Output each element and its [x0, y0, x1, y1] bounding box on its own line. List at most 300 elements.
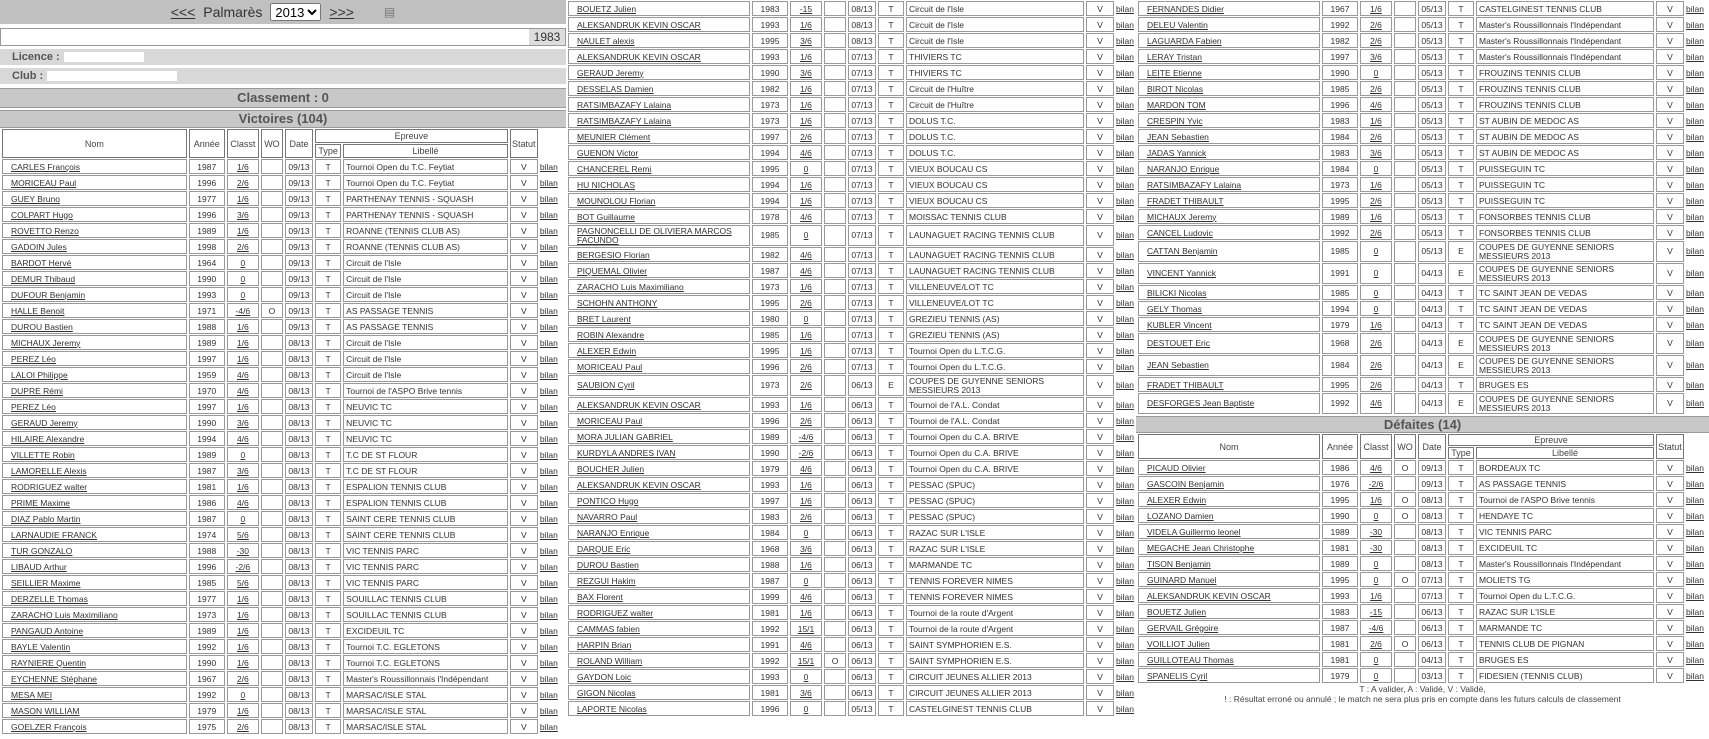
bilan-link[interactable]: bilan: [539, 225, 558, 236]
ranking-link[interactable]: 1/6: [227, 335, 259, 350]
opponent-name-link[interactable]: SEILLIER Maxime: [2, 575, 187, 590]
bilan-link[interactable]: bilan: [1686, 99, 1704, 110]
ranking-link[interactable]: 3/6: [1360, 145, 1392, 160]
ranking-link[interactable]: 1/6: [227, 191, 259, 206]
opponent-name-link[interactable]: DESSELAS Damien: [568, 81, 750, 96]
bilan-link[interactable]: bilan: [1116, 99, 1134, 110]
bilan-link[interactable]: bilan: [539, 257, 558, 268]
bilan-link[interactable]: bilan: [539, 465, 558, 476]
opponent-name-link[interactable]: LOZANO Damien: [1138, 508, 1320, 523]
opponent-name-link[interactable]: ROVETTO Renzo: [2, 223, 187, 238]
opponent-name-link[interactable]: BAYLE Valentin: [2, 639, 187, 654]
ranking-link[interactable]: 1/6: [227, 655, 259, 670]
year-select[interactable]: [270, 3, 321, 21]
opponent-name-link[interactable]: JEAN Sebastien: [1138, 129, 1320, 144]
opponent-name-link[interactable]: CHANCEREL Remi: [568, 161, 750, 176]
opponent-name-link[interactable]: GADOIN Jules: [2, 239, 187, 254]
bilan-link[interactable]: bilan: [1116, 67, 1134, 78]
ranking-link[interactable]: -15: [1360, 604, 1392, 619]
opponent-name-link[interactable]: RATSIMBAZAFY Lalaina: [1138, 177, 1320, 192]
opponent-name-link[interactable]: GUENON Victor: [568, 145, 750, 160]
bilan-link[interactable]: bilan: [1686, 606, 1704, 617]
ranking-link[interactable]: 0: [1360, 508, 1392, 523]
bilan-link[interactable]: bilan: [1116, 211, 1134, 222]
opponent-name-link[interactable]: RODRIGUEZ walter: [2, 479, 187, 494]
ranking-link[interactable]: 2/6: [790, 375, 822, 396]
ranking-link[interactable]: -30: [1360, 540, 1392, 555]
ranking-link[interactable]: 1/6: [227, 607, 259, 622]
ranking-link[interactable]: -4/6: [1360, 620, 1392, 635]
opponent-name-link[interactable]: GUILLOTEAU Thomas: [1138, 652, 1320, 667]
ranking-link[interactable]: 2/6: [1360, 225, 1392, 240]
bilan-link[interactable]: bilan: [1116, 179, 1134, 190]
bilan-link[interactable]: bilan: [1116, 591, 1134, 602]
opponent-name-link[interactable]: FRADET THIBAULT: [1138, 193, 1320, 208]
bilan-link[interactable]: bilan: [1116, 3, 1134, 14]
bilan-link[interactable]: bilan: [1116, 249, 1134, 260]
bilan-link[interactable]: bilan: [1686, 163, 1704, 174]
opponent-name-link[interactable]: DESTOUET Eric: [1138, 333, 1320, 354]
ranking-link[interactable]: 2/6: [790, 413, 822, 428]
bilan-link[interactable]: bilan: [1686, 462, 1704, 473]
ranking-link[interactable]: -30: [227, 543, 259, 558]
opponent-name-link[interactable]: BIROT Nicolas: [1138, 81, 1320, 96]
ranking-link[interactable]: 1/6: [227, 479, 259, 494]
opponent-name-link[interactable]: SCHOHN ANTHONY: [568, 295, 750, 310]
opponent-name-link[interactable]: SAUBION Cyril: [568, 375, 750, 396]
bilan-link[interactable]: bilan: [539, 561, 558, 572]
bilan-link[interactable]: bilan: [1686, 638, 1704, 649]
opponent-name-link[interactable]: EYCHENNE Stéphane: [2, 671, 187, 686]
opponent-name-link[interactable]: PIQUEMAL Olivier: [568, 263, 750, 278]
ranking-link[interactable]: 0: [227, 271, 259, 286]
ranking-link[interactable]: 4/6: [1360, 97, 1392, 112]
opponent-name-link[interactable]: NARANJO Enrique: [1138, 161, 1320, 176]
bilan-link[interactable]: bilan: [539, 305, 558, 316]
opponent-name-link[interactable]: GIGON Nicolas: [568, 685, 750, 700]
bilan-link[interactable]: bilan: [539, 673, 558, 684]
bilan-link[interactable]: bilan: [539, 321, 558, 332]
opponent-name-link[interactable]: DERZELLE Thomas: [2, 591, 187, 606]
opponent-name-link[interactable]: FRADET THIBAULT: [1138, 377, 1320, 392]
bilan-link[interactable]: bilan: [539, 289, 558, 300]
opponent-name-link[interactable]: LARNAUDIE FRANCK: [2, 527, 187, 542]
opponent-name-link[interactable]: LAMORELLE Alexis: [2, 463, 187, 478]
ranking-link[interactable]: -4/6: [227, 303, 259, 318]
opponent-name-link[interactable]: MORICEAU Paul: [2, 175, 187, 190]
opponent-name-link[interactable]: ROBIN Alexandre: [568, 327, 750, 342]
bilan-link[interactable]: bilan: [1686, 115, 1704, 126]
opponent-name-link[interactable]: SPANELIS Cyril: [1138, 668, 1320, 683]
ranking-link[interactable]: 15/1: [790, 621, 822, 636]
bilan-link[interactable]: bilan: [1686, 542, 1704, 553]
ranking-link[interactable]: 3/6: [227, 415, 259, 430]
opponent-name-link[interactable]: PRIME Maxime: [2, 495, 187, 510]
ranking-link[interactable]: 4/6: [790, 461, 822, 476]
ranking-link[interactable]: 4/6: [790, 263, 822, 278]
bilan-link[interactable]: bilan: [1686, 558, 1704, 569]
bilan-link[interactable]: bilan: [1686, 590, 1704, 601]
bilan-link[interactable]: bilan: [1116, 543, 1134, 554]
opponent-name-link[interactable]: COLPART Hugo: [2, 207, 187, 222]
bilan-link[interactable]: bilan: [1116, 687, 1134, 698]
ranking-link[interactable]: -2/6: [1360, 476, 1392, 491]
opponent-name-link[interactable]: ALEKSANDRUK KEVIN OSCAR: [568, 49, 750, 64]
opponent-name-link[interactable]: MESA MEI: [2, 687, 187, 702]
ranking-link[interactable]: 1/6: [790, 493, 822, 508]
ranking-link[interactable]: 0: [790, 525, 822, 540]
bilan-link[interactable]: bilan: [1116, 607, 1134, 618]
opponent-name-link[interactable]: MARDON TOM: [1138, 97, 1320, 112]
bilan-link[interactable]: bilan: [1686, 195, 1704, 206]
ranking-link[interactable]: 1/6: [227, 159, 259, 174]
opponent-name-link[interactable]: MORICEAU Paul: [568, 413, 750, 428]
bilan-link[interactable]: bilan: [1116, 230, 1134, 240]
opponent-name-link[interactable]: VIDELA Guillermo leonel: [1138, 524, 1320, 539]
bilan-link[interactable]: bilan: [1686, 227, 1704, 238]
bilan-link[interactable]: bilan: [1686, 494, 1704, 505]
bilan-link[interactable]: bilan: [1116, 19, 1134, 30]
bilan-link[interactable]: bilan: [1116, 559, 1134, 570]
opponent-name-link[interactable]: PAGNONCELLI DE OLIVIERA MARCOS FACUNDO: [568, 225, 750, 246]
opponent-name-link[interactable]: DUFOUR Benjamin: [2, 287, 187, 302]
opponent-name-link[interactable]: FERNANDES Didier: [1138, 1, 1320, 16]
bilan-link[interactable]: bilan: [1686, 35, 1704, 46]
opponent-name-link[interactable]: ALEKSANDRUK KEVIN OSCAR: [568, 397, 750, 412]
bilan-link[interactable]: bilan: [539, 273, 558, 284]
bilan-link[interactable]: bilan: [1686, 3, 1704, 14]
opponent-name-link[interactable]: CRESPIN Yvic: [1138, 113, 1320, 128]
bilan-link[interactable]: bilan: [1116, 361, 1134, 372]
opponent-name-link[interactable]: VOILLIOT Julien: [1138, 636, 1320, 651]
ranking-link[interactable]: 2/6: [227, 175, 259, 190]
ranking-link[interactable]: 2/6: [1360, 193, 1392, 208]
ranking-link[interactable]: -30: [1360, 524, 1392, 539]
bilan-link[interactable]: bilan: [1116, 479, 1134, 490]
bilan-link[interactable]: bilan: [1116, 495, 1134, 506]
opponent-name-link[interactable]: KUBLER Vincent: [1138, 317, 1320, 332]
bilan-link[interactable]: bilan: [1116, 195, 1134, 206]
bilan-link[interactable]: bilan: [1686, 179, 1704, 190]
bilan-link[interactable]: bilan: [539, 385, 558, 396]
opponent-name-link[interactable]: VILLETTE Robin: [2, 447, 187, 462]
opponent-name-link[interactable]: LAPORTE Nicolas: [568, 701, 750, 716]
opponent-name-link[interactable]: HU NICHOLAS: [568, 177, 750, 192]
ranking-link[interactable]: 0: [227, 447, 259, 462]
bilan-link[interactable]: bilan: [1116, 671, 1134, 682]
ranking-link[interactable]: 0: [1360, 652, 1392, 667]
ranking-link[interactable]: 4/6: [227, 383, 259, 398]
opponent-name-link[interactable]: GERAUD Jeremy: [568, 65, 750, 80]
bilan-link[interactable]: bilan: [539, 705, 558, 716]
ranking-link[interactable]: 2/6: [790, 509, 822, 524]
ranking-link[interactable]: 4/6: [227, 367, 259, 382]
bilan-link[interactable]: bilan: [1686, 51, 1704, 62]
opponent-name-link[interactable]: RATSIMBAZAFY Lalaina: [568, 97, 750, 112]
ranking-link[interactable]: 2/6: [227, 239, 259, 254]
opponent-name-link[interactable]: BOUETZ Julien: [568, 1, 750, 16]
bilan-link[interactable]: bilan: [1116, 35, 1134, 46]
ranking-link[interactable]: -15: [790, 1, 822, 16]
bilan-link[interactable]: bilan: [539, 577, 558, 588]
ranking-link[interactable]: 1/6: [790, 605, 822, 620]
ranking-link[interactable]: 0: [790, 573, 822, 588]
ranking-link[interactable]: 15/1: [790, 653, 822, 668]
bilan-link[interactable]: bilan: [1116, 51, 1134, 62]
bilan-link[interactable]: bilan: [1686, 670, 1704, 681]
opponent-name-link[interactable]: PANGAUD Antoine: [2, 623, 187, 638]
ranking-link[interactable]: 1/6: [1360, 209, 1392, 224]
bilan-link[interactable]: bilan: [1686, 319, 1704, 330]
opponent-name-link[interactable]: CATTAN Benjamin: [1138, 241, 1320, 262]
ranking-link[interactable]: 2/6: [227, 719, 259, 734]
ranking-link[interactable]: 1/6: [227, 351, 259, 366]
ranking-link[interactable]: 2/6: [1360, 81, 1392, 96]
ranking-link[interactable]: 1/6: [790, 113, 822, 128]
ranking-link[interactable]: 4/6: [790, 637, 822, 652]
bilan-link[interactable]: bilan: [539, 657, 558, 668]
opponent-name-link[interactable]: MORA JULIAN GABRIEL: [568, 429, 750, 444]
ranking-link[interactable]: 0: [1360, 301, 1392, 316]
ranking-link[interactable]: 3/6: [227, 463, 259, 478]
ranking-link[interactable]: 1/6: [790, 81, 822, 96]
ranking-link[interactable]: 2/6: [1360, 17, 1392, 32]
ranking-link[interactable]: 0: [1360, 161, 1392, 176]
ranking-link[interactable]: 3/6: [790, 685, 822, 700]
opponent-name-link[interactable]: HARPIN Brian: [568, 637, 750, 652]
opponent-name-link[interactable]: MEUNIER Clément: [568, 129, 750, 144]
opponent-name-link[interactable]: ALEXER Edwin: [568, 343, 750, 358]
bilan-link[interactable]: bilan: [539, 513, 558, 524]
bilan-link[interactable]: bilan: [1116, 115, 1134, 126]
ranking-link[interactable]: 0: [1360, 572, 1392, 587]
ranking-link[interactable]: 1/6: [227, 591, 259, 606]
bilan-link[interactable]: bilan: [1686, 83, 1704, 94]
bilan-link[interactable]: bilan: [1686, 268, 1704, 278]
opponent-name-link[interactable]: DESFORGES Jean Baptiste: [1138, 393, 1320, 414]
opponent-name-link[interactable]: GERVAIL Grégoire: [1138, 620, 1320, 635]
opponent-name-link[interactable]: HALLE Benoit: [2, 303, 187, 318]
ranking-link[interactable]: -4/6: [790, 429, 822, 444]
bilan-link[interactable]: bilan: [539, 545, 558, 556]
ranking-link[interactable]: 1/6: [1360, 113, 1392, 128]
ranking-link[interactable]: 2/6: [1360, 636, 1392, 651]
opponent-name-link[interactable]: BOT Guillaume: [568, 209, 750, 224]
opponent-name-link[interactable]: ZARACHO Luis Maximiliano: [2, 607, 187, 622]
bilan-link[interactable]: bilan: [1686, 338, 1704, 348]
ranking-link[interactable]: 2/6: [1360, 377, 1392, 392]
ranking-link[interactable]: 2/6: [790, 129, 822, 144]
ranking-link[interactable]: 0: [227, 511, 259, 526]
bilan-link[interactable]: bilan: [1686, 67, 1704, 78]
ranking-link[interactable]: 0: [227, 255, 259, 270]
bilan-link[interactable]: bilan: [539, 353, 558, 364]
ranking-link[interactable]: 1/6: [227, 399, 259, 414]
opponent-name-link[interactable]: RAYNIERE Quentin: [2, 655, 187, 670]
opponent-name-link[interactable]: VINCENT Yannick: [1138, 263, 1320, 284]
opponent-name-link[interactable]: ALEXER Edwin: [1138, 492, 1320, 507]
ranking-link[interactable]: 0: [1360, 668, 1392, 683]
opponent-name-link[interactable]: LERAY Tristan: [1138, 49, 1320, 64]
opponent-name-link[interactable]: REZGUI Hakim: [568, 573, 750, 588]
bilan-link[interactable]: bilan: [539, 689, 558, 700]
opponent-name-link[interactable]: GUINARD Manuel: [1138, 572, 1320, 587]
ranking-link[interactable]: 2/6: [1360, 333, 1392, 354]
bilan-link[interactable]: bilan: [539, 193, 558, 204]
bilan-link[interactable]: bilan: [1686, 19, 1704, 30]
opponent-name-link[interactable]: CANCEL Ludovic: [1138, 225, 1320, 240]
opponent-name-link[interactable]: DEMUR Thibaud: [2, 271, 187, 286]
ranking-link[interactable]: 2/6: [1360, 355, 1392, 376]
bilan-link[interactable]: bilan: [1116, 297, 1134, 308]
bilan-link[interactable]: bilan: [1116, 83, 1134, 94]
ranking-link[interactable]: 4/6: [790, 247, 822, 262]
ranking-link[interactable]: 0: [1360, 556, 1392, 571]
bilan-link[interactable]: bilan: [539, 641, 558, 652]
bilan-link[interactable]: bilan: [1686, 379, 1704, 390]
bilan-link[interactable]: bilan: [1116, 329, 1134, 340]
opponent-name-link[interactable]: BRET Laurent: [568, 311, 750, 326]
opponent-name-link[interactable]: PICAUD Olivier: [1138, 460, 1320, 475]
bilan-link[interactable]: bilan: [539, 433, 558, 444]
bilan-link[interactable]: bilan: [1686, 211, 1704, 222]
bilan-link[interactable]: bilan: [1116, 463, 1134, 474]
opponent-name-link[interactable]: NARANJO Enrique: [568, 525, 750, 540]
bilan-link[interactable]: bilan: [1116, 511, 1134, 522]
ranking-link[interactable]: 3/6: [790, 541, 822, 556]
ranking-link[interactable]: 1/6: [227, 639, 259, 654]
opponent-name-link[interactable]: DUPRE Rémi: [2, 383, 187, 398]
opponent-name-link[interactable]: MORICEAU Paul: [568, 359, 750, 374]
ranking-link[interactable]: 4/6: [790, 145, 822, 160]
ranking-link[interactable]: 1/6: [790, 97, 822, 112]
ranking-link[interactable]: 4/6: [790, 209, 822, 224]
bilan-link[interactable]: bilan: [1116, 527, 1134, 538]
ranking-link[interactable]: 1/6: [790, 49, 822, 64]
opponent-name-link[interactable]: ALEKSANDRUK KEVIN OSCAR: [1138, 588, 1320, 603]
ranking-link[interactable]: 1/6: [1360, 492, 1392, 507]
bilan-link[interactable]: bilan: [1686, 622, 1704, 633]
bilan-link[interactable]: bilan: [1686, 510, 1704, 521]
bilan-link[interactable]: bilan: [1116, 415, 1134, 426]
ranking-link[interactable]: 3/6: [227, 207, 259, 222]
bilan-link[interactable]: bilan: [539, 529, 558, 540]
ranking-link[interactable]: 1/6: [227, 623, 259, 638]
opponent-name-link[interactable]: LIBAUD Arthur: [2, 559, 187, 574]
ranking-link[interactable]: 3/6: [1360, 49, 1392, 64]
ranking-link[interactable]: 1/6: [790, 327, 822, 342]
ranking-link[interactable]: 0: [790, 161, 822, 176]
ranking-link[interactable]: 1/6: [790, 557, 822, 572]
bilan-link[interactable]: bilan: [1686, 574, 1704, 585]
opponent-name-link[interactable]: MASON WILLIAM: [2, 703, 187, 718]
bilan-link[interactable]: bilan: [539, 481, 558, 492]
ranking-link[interactable]: 1/6: [1360, 317, 1392, 332]
opponent-name-link[interactable]: CARLES François: [2, 159, 187, 174]
opponent-name-link[interactable]: LAGUARDA Fabien: [1138, 33, 1320, 48]
ranking-link[interactable]: 0: [1360, 263, 1392, 284]
bilan-link[interactable]: bilan: [1686, 131, 1704, 142]
ranking-link[interactable]: 0: [1360, 285, 1392, 300]
bilan-link[interactable]: bilan: [1686, 360, 1704, 370]
bilan-link[interactable]: bilan: [539, 417, 558, 428]
opponent-name-link[interactable]: PEREZ Léo: [2, 351, 187, 366]
bilan-link[interactable]: bilan: [539, 401, 558, 412]
ranking-link[interactable]: 2/6: [790, 295, 822, 310]
bilan-link[interactable]: bilan: [539, 177, 558, 188]
bilan-link[interactable]: bilan: [539, 625, 558, 636]
ranking-link[interactable]: 4/6: [1360, 393, 1392, 414]
opponent-name-link[interactable]: TISON Benjamin: [1138, 556, 1320, 571]
bilan-link[interactable]: bilan: [539, 337, 558, 348]
opponent-name-link[interactable]: MOUNOLOU Florian: [568, 193, 750, 208]
ranking-link[interactable]: 1/6: [790, 193, 822, 208]
bilan-link[interactable]: bilan: [1686, 287, 1704, 298]
opponent-name-link[interactable]: CAMMAS fabien: [568, 621, 750, 636]
ranking-link[interactable]: 5/6: [227, 527, 259, 542]
opponent-name-link[interactable]: DIAZ Pablo Martin: [2, 511, 187, 526]
ranking-link[interactable]: 1/6: [790, 477, 822, 492]
ranking-link[interactable]: 0: [1360, 65, 1392, 80]
opponent-name-link[interactable]: BILICKI Nicolas: [1138, 285, 1320, 300]
ranking-link[interactable]: 3/6: [790, 65, 822, 80]
bilan-link[interactable]: bilan: [1116, 655, 1134, 666]
ranking-link[interactable]: 1/6: [227, 223, 259, 238]
opponent-name-link[interactable]: GELY Thomas: [1138, 301, 1320, 316]
opponent-name-link[interactable]: GUEY Bruno: [2, 191, 187, 206]
bilan-link[interactable]: bilan: [1116, 575, 1134, 586]
opponent-name-link[interactable]: DUROU Bastien: [2, 319, 187, 334]
bilan-link[interactable]: bilan: [1116, 131, 1134, 142]
bilan-link[interactable]: bilan: [1116, 380, 1134, 390]
bilan-link[interactable]: bilan: [1686, 398, 1704, 408]
ranking-link[interactable]: 2/6: [227, 671, 259, 686]
ranking-link[interactable]: 4/6: [1360, 460, 1392, 475]
bilan-link[interactable]: bilan: [1686, 478, 1704, 489]
ranking-link[interactable]: 1/6: [790, 397, 822, 412]
opponent-name-link[interactable]: DARQUE Eric: [568, 541, 750, 556]
ranking-link[interactable]: 0: [227, 687, 259, 702]
bilan-link[interactable]: bilan: [539, 241, 558, 252]
ranking-link[interactable]: 1/6: [790, 17, 822, 32]
opponent-name-link[interactable]: BAX Florent: [568, 589, 750, 604]
opponent-name-link[interactable]: MICHAUX Jeremy: [2, 335, 187, 350]
ranking-link[interactable]: 0: [1360, 241, 1392, 262]
ranking-link[interactable]: 1/6: [790, 177, 822, 192]
bilan-link[interactable]: bilan: [539, 593, 558, 604]
opponent-name-link[interactable]: ROLAND William: [568, 653, 750, 668]
ranking-link[interactable]: 1/6: [227, 703, 259, 718]
prev-year-link[interactable]: <<<: [170, 4, 196, 20]
bilan-link[interactable]: bilan: [1116, 703, 1134, 714]
bilan-link[interactable]: bilan: [1116, 265, 1134, 276]
bilan-link[interactable]: bilan: [1116, 313, 1134, 324]
bilan-link[interactable]: bilan: [1116, 163, 1134, 174]
opponent-name-link[interactable]: LALOI Philippe: [2, 367, 187, 382]
bilan-link[interactable]: bilan: [1686, 147, 1704, 158]
bilan-link[interactable]: bilan: [1116, 345, 1134, 356]
ranking-link[interactable]: 0: [790, 669, 822, 684]
opponent-name-link[interactable]: GAYDON Loic: [568, 669, 750, 684]
opponent-name-link[interactable]: RATSIMBAZAFY Lalaina: [568, 113, 750, 128]
ranking-link[interactable]: 2/6: [790, 359, 822, 374]
opponent-name-link[interactable]: DELEU Valentin: [1138, 17, 1320, 32]
bilan-link[interactable]: bilan: [539, 497, 558, 508]
opponent-name-link[interactable]: LEITE Etienne: [1138, 65, 1320, 80]
bilan-link[interactable]: bilan: [1116, 281, 1134, 292]
opponent-name-link[interactable]: DUROU Bastien: [568, 557, 750, 572]
opponent-name-link[interactable]: KURDYLA ANDRES IVAN: [568, 445, 750, 460]
